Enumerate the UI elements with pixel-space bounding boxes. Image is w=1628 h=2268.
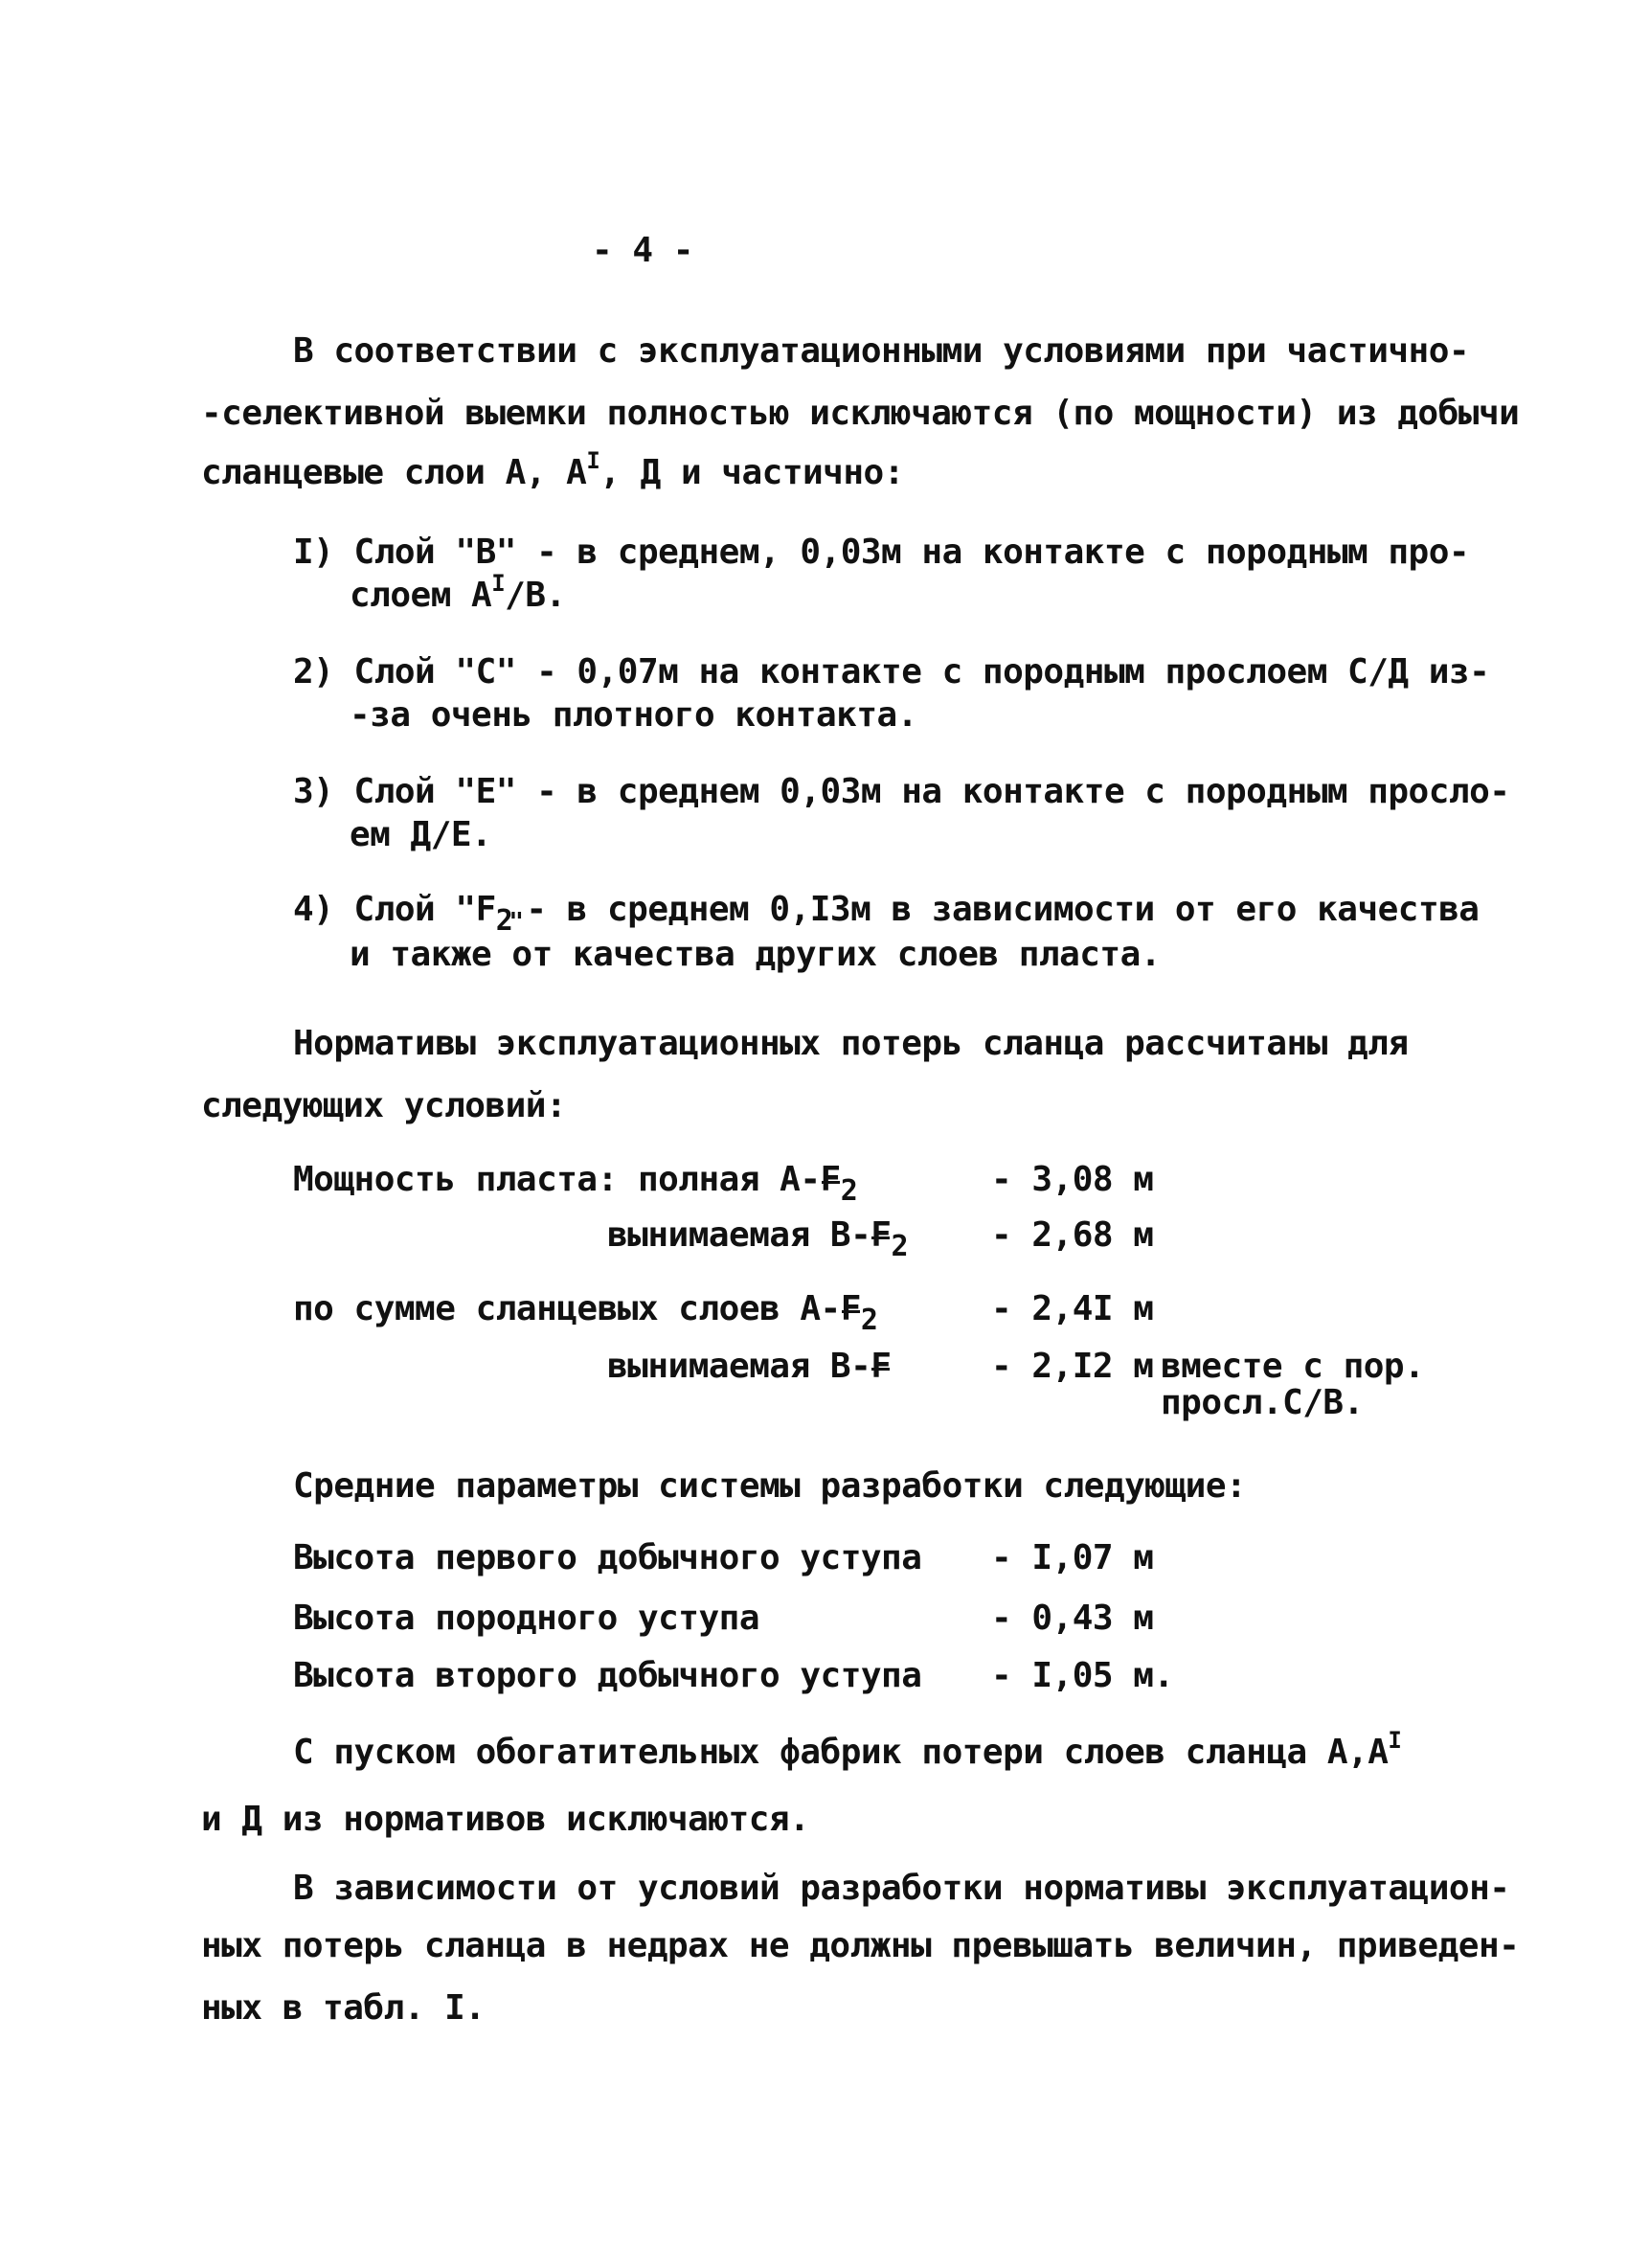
thickness-row-3-label: по сумме сланцевых слоев $А-F_2$ (293, 1289, 878, 1337)
closing-p1-line-1: С пуском обогатительных фабрик потери слоев сланца $А,А^I$ (293, 1727, 1402, 1772)
item-2-line-1: 2) Слой "С" - 0,07м на контакте с породным прослоем С/Д из- (293, 652, 1490, 692)
closing-p2-line-1: В зависимости от условий разработки нормативы эксплуатацион- (293, 1869, 1510, 1908)
thickness-row-4-note-2: просл.С/В. (1161, 1383, 1364, 1422)
closing-p1-line-2: и Д из нормативов исключаются. (201, 1800, 810, 1839)
thickness-row-3-value: - 2,4I м (991, 1289, 1154, 1328)
item-3-line-1: 3) Слой "Е" - в среднем 0,03м на контакте с породным просло- (293, 772, 1510, 811)
intro-line-2: -селективной выемки полностью исключаются (по мощности) из добычи (201, 394, 1520, 433)
item-1-line-2: слоем $А^I/В$. (350, 570, 566, 615)
closing-p2-line-2: ных потерь сланца в недрах не должны превышать величин, приведен- (201, 1926, 1520, 1965)
norms-line-2: следующих условий: (201, 1086, 567, 1125)
params-heading: Средние параметры системы разработки следующие: (293, 1466, 1247, 1506)
thickness-row-4-note-1: вместе с пор. (1161, 1347, 1425, 1386)
closing-p2-line-3: ных в табл. I. (201, 1988, 486, 2028)
item-2-line-2: -за очень плотного контакта. (350, 695, 917, 735)
thickness-row-2-value: - 2,68 м (991, 1215, 1154, 1255)
thickness-row-4-label: вынимаемая В-F (607, 1347, 892, 1386)
page-number: - 4 - (592, 231, 693, 270)
thickness-row-1-value: - 3,08 м (991, 1160, 1154, 1199)
params-row-1-label: Высота первого добычного уступа (293, 1538, 922, 1577)
thickness-row-2-label: вынимаемая $В-F_2$ (607, 1215, 909, 1263)
item-1-line-1: I) Слой "В" - в среднем, 0,03м на контакте с породным про- (293, 533, 1470, 572)
thickness-row-1-label: Мощность пласта: полная $А-F_2$ (293, 1160, 858, 1208)
intro-line-3: сланцевые слои А, $А^I$, Д и частично: (201, 447, 904, 492)
intro-line-1: В соответствии с эксплуатационными условиями при частично- (293, 331, 1470, 371)
item-3-line-2: ем Д/Е. (350, 815, 492, 854)
params-row-3-label: Высота второго добычного уступа (293, 1656, 922, 1695)
params-row-2-value: - 0,43 м (991, 1599, 1154, 1638)
norms-line-1: Нормативы эксплуатационных потерь сланца рассчитаны для (293, 1024, 1409, 1063)
thickness-row-4-value: - 2,I2 м (991, 1347, 1154, 1386)
params-row-2-label: Высота породного уступа (293, 1599, 759, 1638)
item-4-line-2: и также от качества других слоев пласта. (350, 935, 1161, 974)
params-row-1-value: - I,07 м (991, 1538, 1154, 1577)
params-row-3-value: - I,05 м. (991, 1656, 1174, 1695)
item-4-line-1: 4) Слой "$F_2$ " - в среднем 0,I3м в зависимости от его качества (293, 890, 1480, 938)
